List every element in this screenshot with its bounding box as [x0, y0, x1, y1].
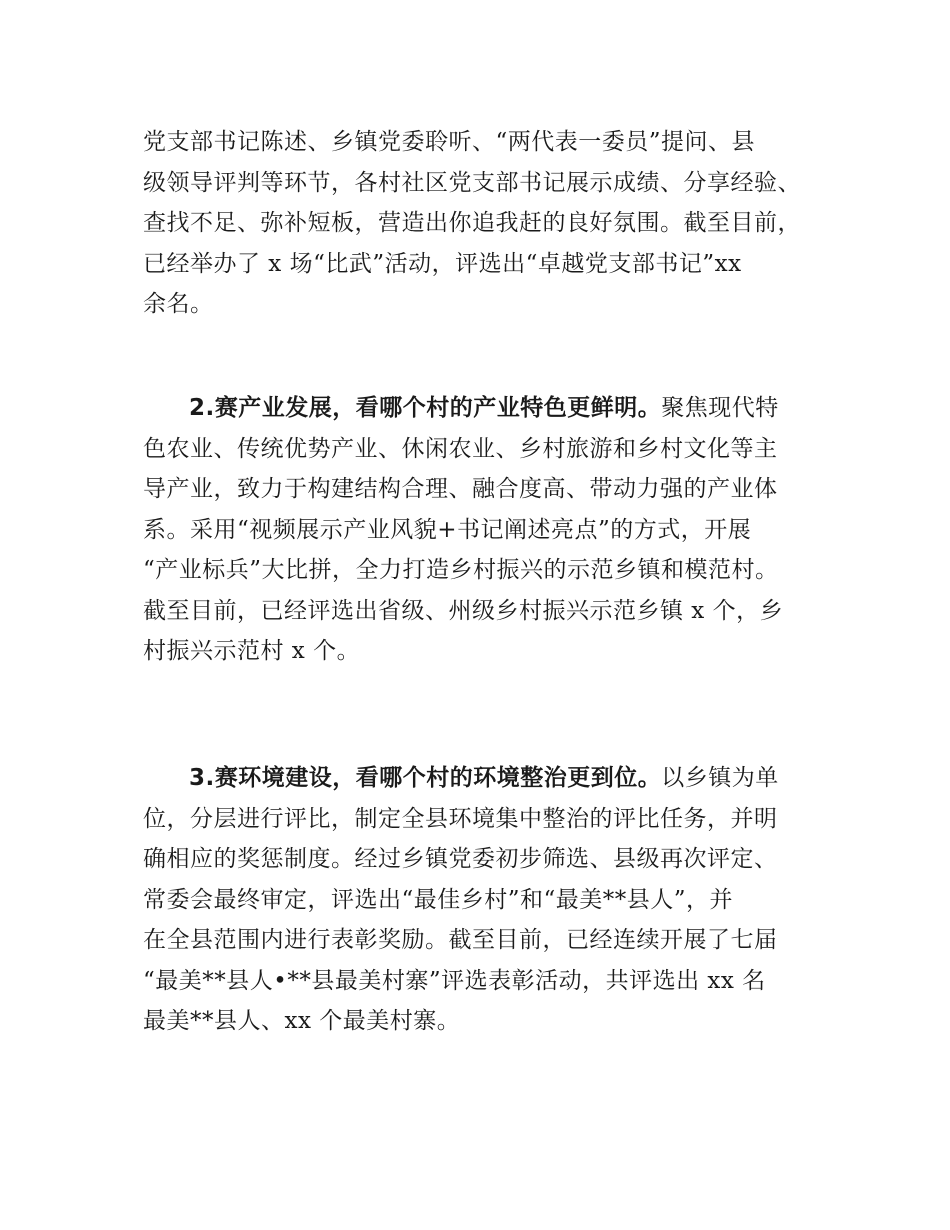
paragraph-text: 以乡镇为单 [661, 765, 779, 791]
paragraph-first-line [143, 758, 833, 799]
paragraph-line: 截至目前，已经评选出省级、州级乡村振兴示范乡镇 x 个，乡 [143, 597, 784, 624]
paragraph-1 [143, 122, 833, 325]
paragraph-line: “最美**县人•**县最美村寨”评选表彰活动，共评选出 xx 名 [143, 967, 766, 994]
paragraph-line: 余名。 [143, 291, 214, 317]
paragraph-line: 导产业，致力于构建结构合理、融合度高、带动力强的产业体 [143, 476, 778, 502]
paragraph-line: 在全县范围内进行表彰奖励。截至目前，已经连续开展了七届 [143, 927, 778, 953]
paragraph-line: 已经举办了 x 场“比武”活动，评选出“卓越党支部书记”xx [143, 250, 742, 277]
paragraph-2 [143, 388, 833, 672]
paragraph-first-line [143, 388, 833, 429]
paragraph-line: 色农业、传统优势产业、休闲农业、乡村旅游和乡村文化等主 [143, 435, 778, 462]
paragraph-line: “产业标兵”大比拼，全力打造乡村振兴的示范乡镇和模范村。 [143, 557, 779, 583]
paragraph-line: 确相应的奖惩制度。经过乡镇党委初步筛选、县级再次评定、 [143, 846, 778, 872]
paragraph-text: 聚焦现代特 [661, 395, 779, 421]
paragraph-heading: 3.赛环境建设，看哪个村的环境整治更到位。 [189, 765, 662, 791]
paragraph-3 [143, 758, 833, 1042]
paragraph-heading: 2.赛产业发展，看哪个村的产业特色更鲜明。 [189, 395, 662, 421]
paragraph-line: 级领导评判等环节，各村社区党支部书记展示成绩、分享经验、 [143, 169, 801, 196]
paragraph-line: 常委会最终审定，评选出“最佳乡村”和“最美**县人”，并 [143, 886, 734, 913]
paragraph-line: 系。采用“视频展示产业风貌+书记阐述亮点”的方式，开展 [143, 516, 752, 543]
paragraph-line: 村振兴示范村 x 个。 [143, 638, 361, 664]
paragraph-line: 党支部书记陈述、乡镇党委聆听、“两代表一委员”提问、县 [143, 129, 756, 155]
paragraph-line: 最美**县人、xx 个最美村寨。 [143, 1008, 461, 1034]
paragraph-line: 查找不足、弥补短板，营造出你追我赶的良好氛围。截至目前， [143, 210, 801, 236]
paragraph-line: 位，分层进行评比，制定全县环境集中整治的评比任务，并明 [143, 805, 778, 832]
